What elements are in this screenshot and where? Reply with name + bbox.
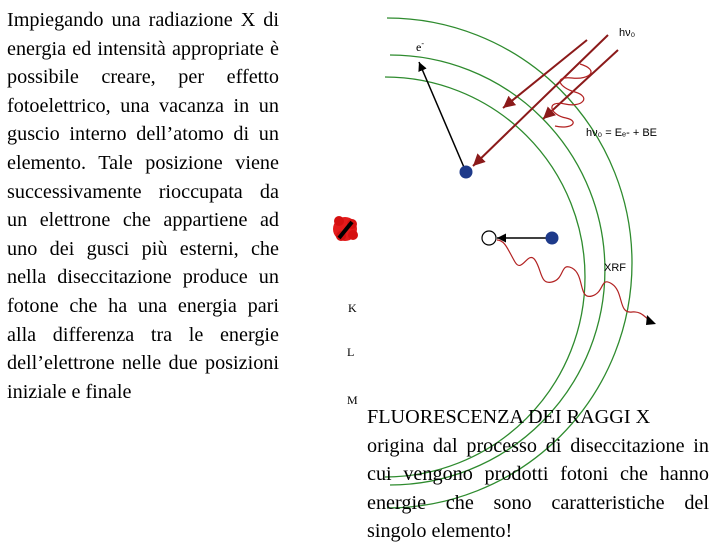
electron-l-shell [546,232,559,245]
xrf-arrowhead [646,315,656,325]
xrf-label: XRF [604,262,626,274]
photoelectric-equation: hν₀ = Eₑ- + BE [586,127,658,139]
incident-photon-arrows [473,35,618,166]
nucleus [333,216,358,241]
ejected-electron-track [419,62,466,172]
vacancy [482,231,496,245]
xrf-photon-wave [497,240,652,322]
shell-label-k: K [348,301,357,315]
shell-label-l: L [347,345,355,359]
incident-photon-label: hν₀ [619,27,636,39]
caption-body: origina dal processo di diseccitazione in cui vengono prodotti fotoni che hanno energie che sono caratteristiche del singolo elemento! [367,434,709,543]
explanation-paragraph: Impiegando una radiazione X di energia ed intensità appropriate è possibile creare, per effetto fotoelettrico, una vacanza in un guscio interno dell’atomo di un elemento. Tale posizione viene successivamente rioccupata da un elettrone che appartiene ad uno dei gusci più esterni, che nella diseccitazione produce un fotone che ha una energia pari alla differenza tra le energie dell’elettrone nelle due posizioni iniziale e finale [7,9,279,403]
electron-ejected [460,166,473,179]
electron-label: e- [416,39,424,54]
incident-photon-wave [552,64,591,127]
caption-title: FLUORESCENZA DEI RAGGI X [367,406,651,428]
caption [367,403,709,546]
shell-label-m: M [347,393,358,407]
